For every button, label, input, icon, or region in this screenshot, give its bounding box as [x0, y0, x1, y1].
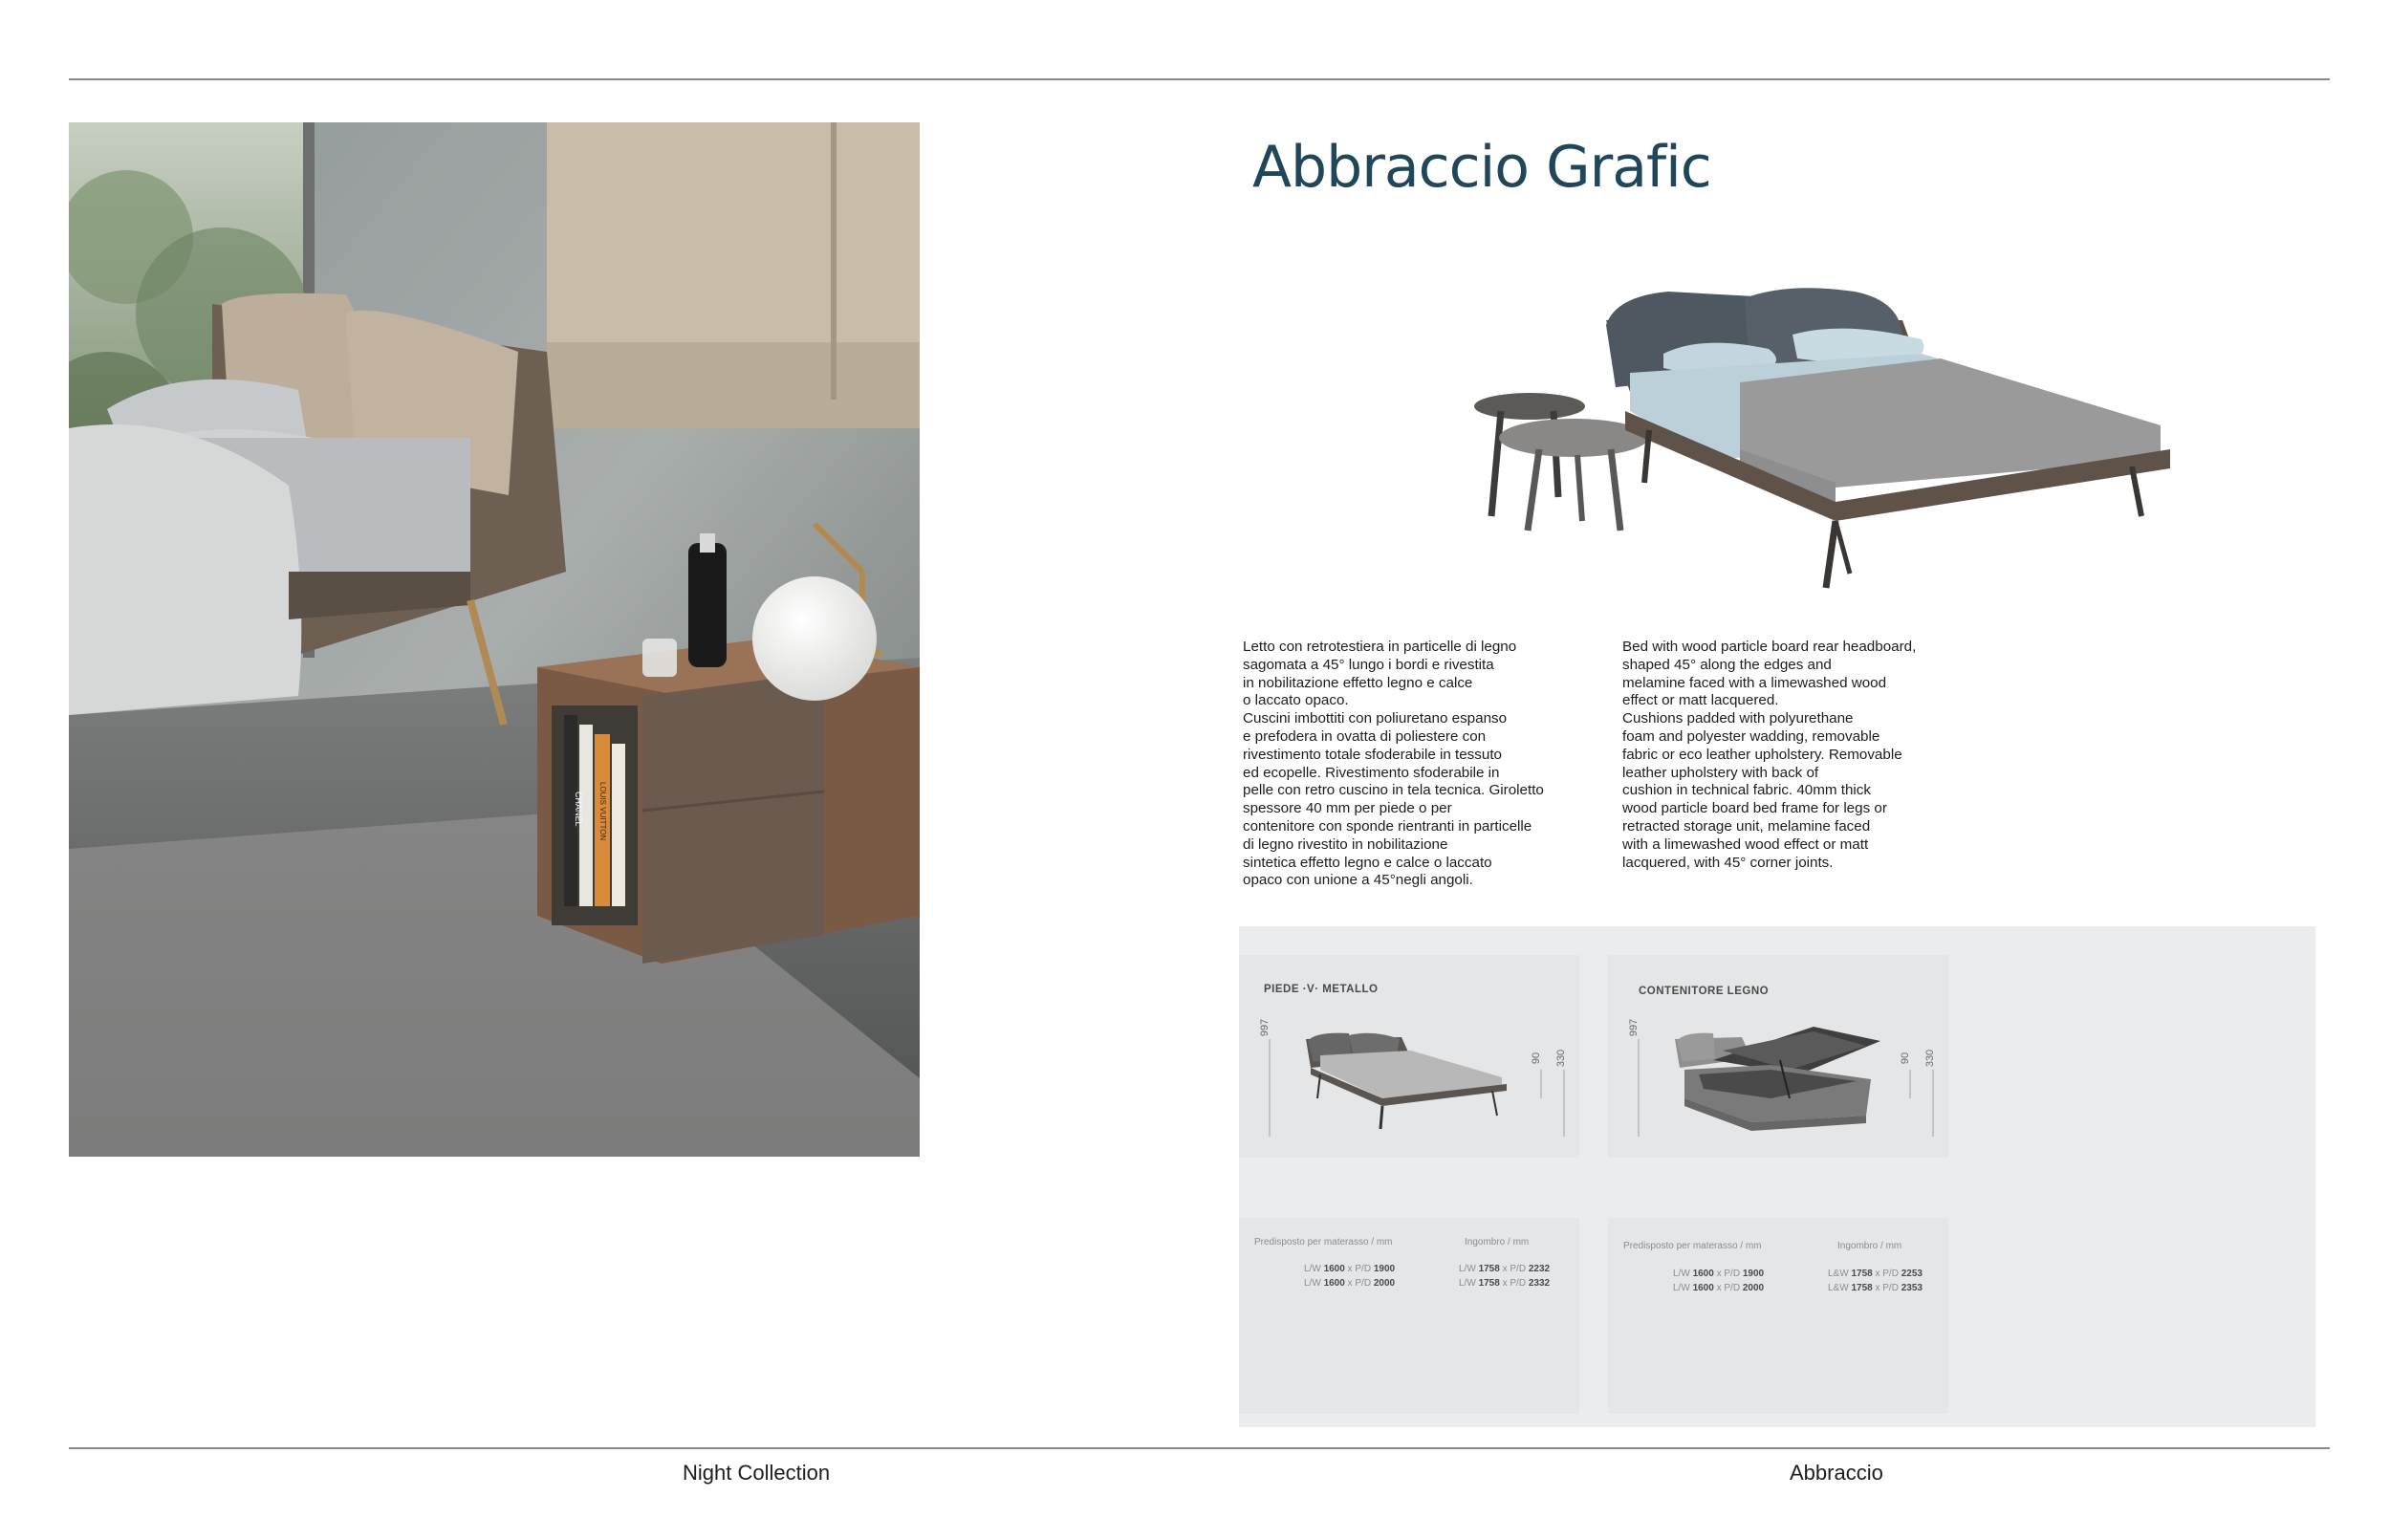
mattress-size-label: Predisposto per materasso / mm	[1623, 1241, 1762, 1251]
bedroom-photo	[69, 122, 920, 1157]
overall-size-row: L&W 1758 x P/D 2353	[1828, 1283, 1923, 1293]
large-dimension: 330	[1924, 1049, 1937, 1068]
metal-legs-bed-drawing	[1239, 955, 1579, 1158]
description-line: contenitore con sponde rientranti in particelle	[1243, 817, 1532, 835]
description-line: Bed with wood particle board rear headboard,	[1622, 639, 1917, 655]
description-line: e prefodera in ovatta di poliestere con	[1243, 727, 1487, 745]
description-english	[1622, 639, 1966, 872]
description-line: Cushions padded with polyurethane	[1622, 710, 1854, 727]
mattress-size-row: L/W 1600 x P/D 1900	[1673, 1269, 1765, 1279]
description-line: fabric or eco leather upholstery. Removable	[1622, 746, 1902, 763]
description-line: foam and polyester wadding, removable	[1622, 727, 1880, 745]
description-line: sintetica effetto legno e calce o laccato	[1243, 854, 1492, 871]
description-line: wood particle board bed frame for legs or	[1622, 800, 1887, 817]
overall-size-label: Ingombro / mm	[1837, 1241, 1902, 1251]
height-dimension: 997	[1259, 1018, 1271, 1037]
description-line: Cuscini imbottiti con poliuretano espanso	[1243, 710, 1508, 727]
product-render	[1424, 268, 2189, 593]
description-line: in nobilitazione effetto legno e calce	[1243, 674, 1473, 691]
mattress-size-label: Predisposto per materasso / mm	[1254, 1237, 1393, 1247]
overall-size-label: Ingombro / mm	[1465, 1237, 1530, 1247]
description-line: rivestimento totale sfoderabile in tessuto	[1243, 746, 1502, 763]
mattress-size-row: L/W 1600 x P/D 2000	[1673, 1283, 1765, 1293]
book-spine-chanel: CHANEL	[574, 792, 583, 827]
footer-collection: Night Collection	[683, 1461, 831, 1485]
description-italian	[1243, 639, 1587, 890]
description-line: with a limewashed wood effect or matt	[1622, 835, 1869, 853]
description-line: sagomata a 45° lungo i bordi e rivestita	[1243, 656, 1494, 673]
description-line: opaco con unione a 45°negli angoli.	[1243, 872, 1473, 889]
overall-size-row: L/W 1758 x P/D 2232	[1459, 1264, 1551, 1274]
variant-title: CONTENITORE LEGNO	[1639, 986, 1770, 997]
height-dimension: 997	[1628, 1018, 1640, 1037]
description-line: leather upholstery with back of	[1622, 764, 1819, 781]
description-line: melamine faced with a limewashed wood	[1622, 674, 1887, 691]
description-line: o laccato opaco.	[1243, 692, 1349, 709]
top-rule	[69, 78, 2330, 80]
variant-card-metal-legs	[1239, 955, 1579, 1158]
small-dimension: 90	[1900, 1052, 1912, 1065]
small-dimension: 90	[1531, 1052, 1543, 1065]
technical-panel	[1239, 926, 2315, 1427]
description-line: spessore 40 mm per piede o per	[1243, 800, 1452, 817]
bottom-rule	[69, 1447, 2330, 1449]
book-spine-louis-vuitton: LOUIS VUITTON	[598, 782, 607, 841]
mattress-size-row: L/W 1600 x P/D 1900	[1304, 1264, 1396, 1274]
description-line: cushion in technical fabric. 40mm thick	[1622, 782, 1871, 799]
storage-bed-drawing	[1608, 955, 1948, 1158]
description-line: pelle con retro cuscino in tela tecnica. Giroletto	[1243, 782, 1544, 799]
description-line: ed ecopelle. Rivestimento sfoderabile in	[1243, 764, 1500, 781]
variant-specs-wood-storage	[1608, 1218, 1948, 1414]
mattress-size-row: L/W 1600 x P/D 2000	[1304, 1278, 1396, 1289]
variant-title: PIEDE ·V· METALLO	[1264, 984, 1379, 995]
description-line: retracted storage unit, melamine faced	[1622, 817, 1871, 835]
overall-size-row: L&W 1758 x P/D 2253	[1828, 1269, 1923, 1279]
variant-card-wood-storage	[1608, 955, 1948, 1158]
overall-size-row: L/W 1758 x P/D 2332	[1459, 1278, 1551, 1289]
description-line: Letto con retrotestiera in particelle di legno	[1243, 639, 1517, 655]
large-dimension: 330	[1555, 1049, 1568, 1068]
footer-product: Abbraccio	[1790, 1461, 1883, 1485]
description-line: di legno rivestito in nobilitazione	[1243, 835, 1448, 853]
page-title: Abbraccio Grafic	[1252, 134, 1711, 202]
variant-specs-metal-legs	[1239, 1218, 1579, 1414]
description-line: shaped 45° along the edges and	[1622, 656, 1832, 673]
description-line: effect or matt lacquered.	[1622, 692, 1779, 709]
description-line: lacquered, with 45° corner joints.	[1622, 854, 1834, 871]
